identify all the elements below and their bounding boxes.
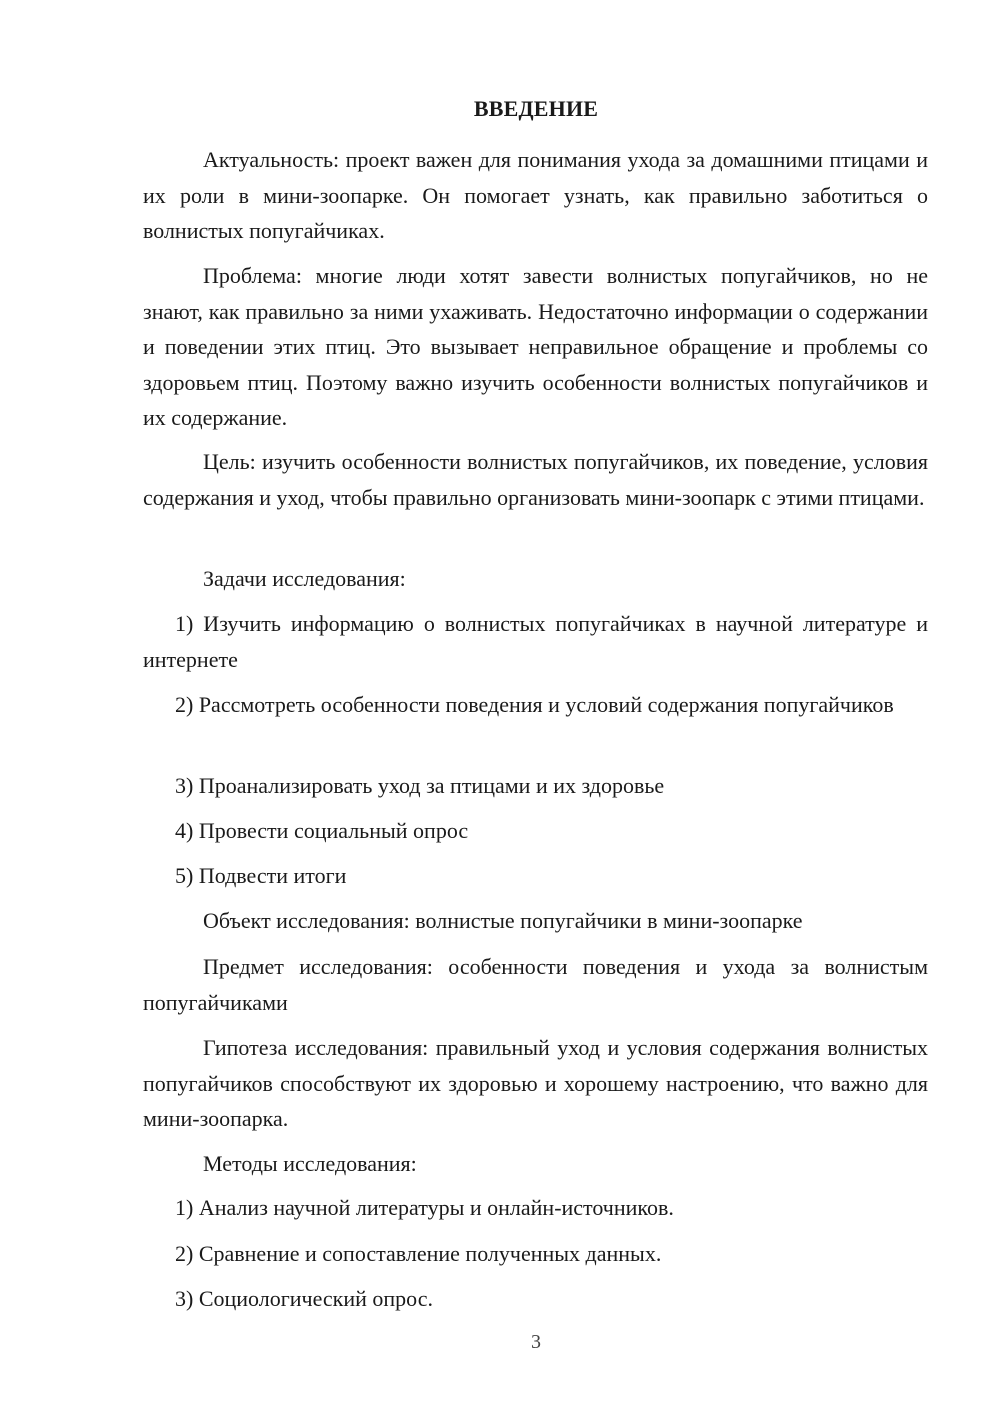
tasks-heading: Задачи исследования: [203,566,406,591]
task-item-1: 1) Изучить информацию о волнистых попугайчиках в научной литературе и интернете [143,611,928,672]
problem-paragraph: Проблема: многие люди хотят завести волнистых попугайчиков, но не знают, как правильно за ними ухаживать. Недостаточно информации о содержании и поведении этих птиц. Это вызывает неправильное обращение и проблемы со здоровьем птиц. Поэтому важно изучить особенности волнистых попугайчиков и их содержание. [143,263,928,430]
object-paragraph: Объект исследования: волнистые попугайчики в мини-зоопарке [203,908,803,933]
task-item-5: 5) Подвести итоги [175,863,347,888]
task-item-2: 2) Рассмотреть особенности поведения и условий содержания попугайчиков [175,692,894,717]
task-item-4: 4) Провести социальный опрос [175,818,469,843]
methods-heading: Методы исследования: [203,1151,417,1176]
page-number: 3 [531,1331,541,1353]
task-item-3: 3) Проанализировать уход за птицами и их здоровье [175,773,665,798]
hypothesis-paragraph: Гипотеза исследования: правильный уход и условия содержания волнистых попугайчиков способствуют их здоровью и хорошему настроению, что важно для мини-зоопарка. [143,1035,928,1131]
method-item-1: 1) Анализ научной литературы и онлайн-источников. [175,1195,674,1220]
subject-paragraph: Предмет исследования: особенности поведения и ухода за волнистым попугайчиками [143,954,928,1015]
method-item-2: 2) Сравнение и сопоставление полученных данных. [175,1241,662,1266]
goal-paragraph: Цель: изучить особенности волнистых попугайчиков, их поведение, условия содержания и уход, чтобы правильно организовать мини-зоопарк с этими птицами. [143,449,928,510]
relevance-paragraph: Актуальность: проект важен для понимания ухода за домашними птицами и их роли в мини-зоопарке. Он помогает узнать, как правильно заботиться о волнистых попугайчиках. [143,147,928,243]
section-title: ВВЕДЕНИЕ [473,96,599,121]
method-item-3: 3) Социологический опрос. [175,1286,433,1311]
